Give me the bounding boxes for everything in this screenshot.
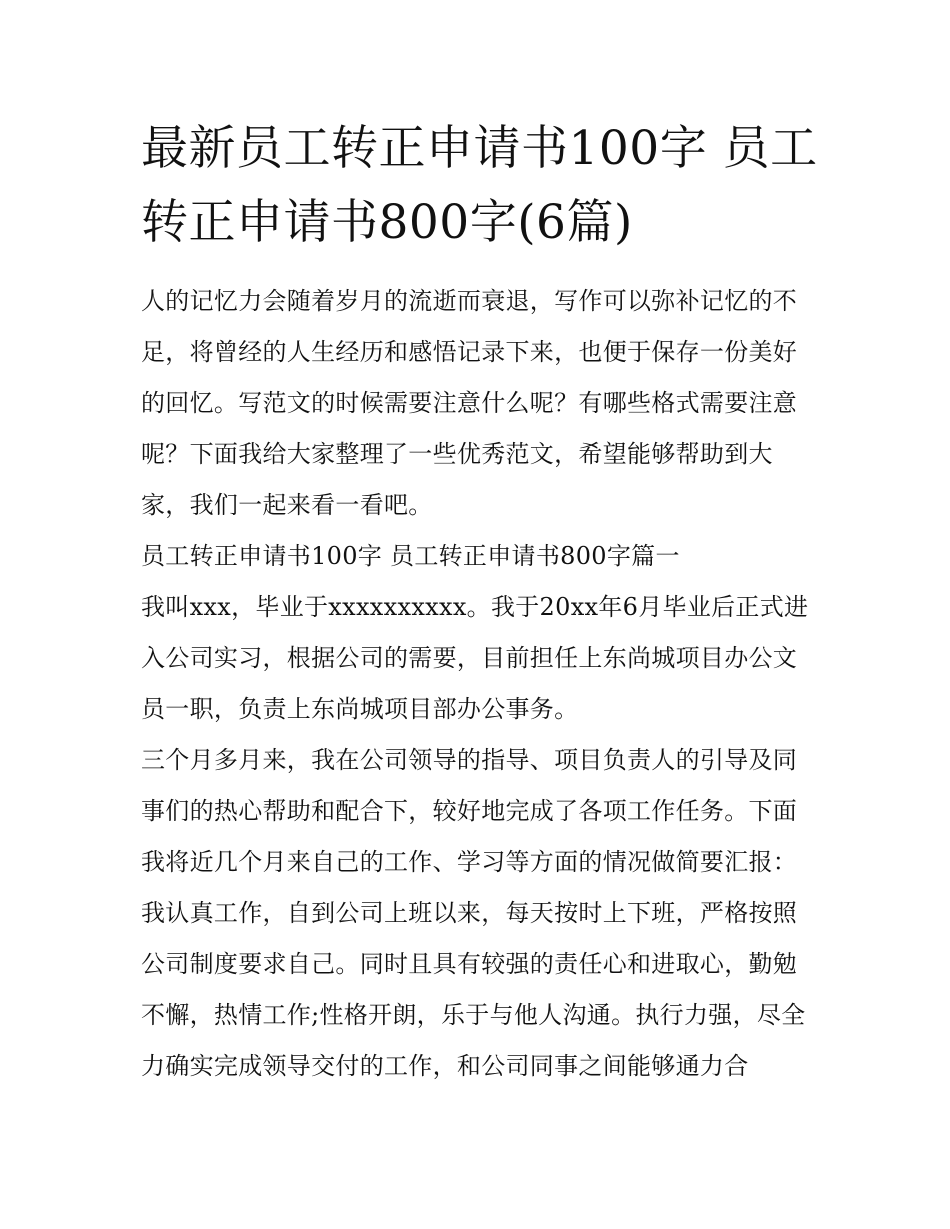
section-heading: 员工转正申请书100字 员工转正申请书800字篇一 xyxy=(141,542,680,570)
body-paragraph: 我认真工作，自到公司上班以来，每天按时上下班，严格按照公司制度要求自己。同时且具有较强的责任心和进取心，勤勉不懈，热情工作;性格开朗，乐于与他人沟通。执行力强，尽全力确实完成领导交付的工作，和公司同事之间能够通力合 xyxy=(141,899,806,1080)
document-title: 最新员工转正申请书100字 员工转正申请书800字(6篇) xyxy=(141,121,818,250)
document-body xyxy=(141,276,821,1092)
body-paragraph: 三个月多月来，我在公司领导的指导、项目负责人的引导及同事们的热心帮助和配合下，较好地完成了各项工作任务。下面我将近几个月来自己的工作、学习等方面的情况做简要汇报： xyxy=(141,746,798,876)
intro-paragraph: 人的记忆力会随着岁月的流逝而衰退，写作可以弥补记忆的不足，将曾经的人生经历和感悟记录下来，也便于保存一份美好的回忆。写范文的时候需要注意什么呢？有哪些格式需要注意呢？下面我给大家整理了一些优秀范文，希望能够帮助到大家，我们一起来看一看吧。 xyxy=(141,287,798,519)
body-paragraph: 我叫xxx，毕业于xxxxxxxxxx。我于20xx年6月毕业后正式进入公司实习，根据公司的需要，目前担任上东尚城项目办公文员一职，负责上东尚城项目部办公事务。 xyxy=(141,593,809,723)
